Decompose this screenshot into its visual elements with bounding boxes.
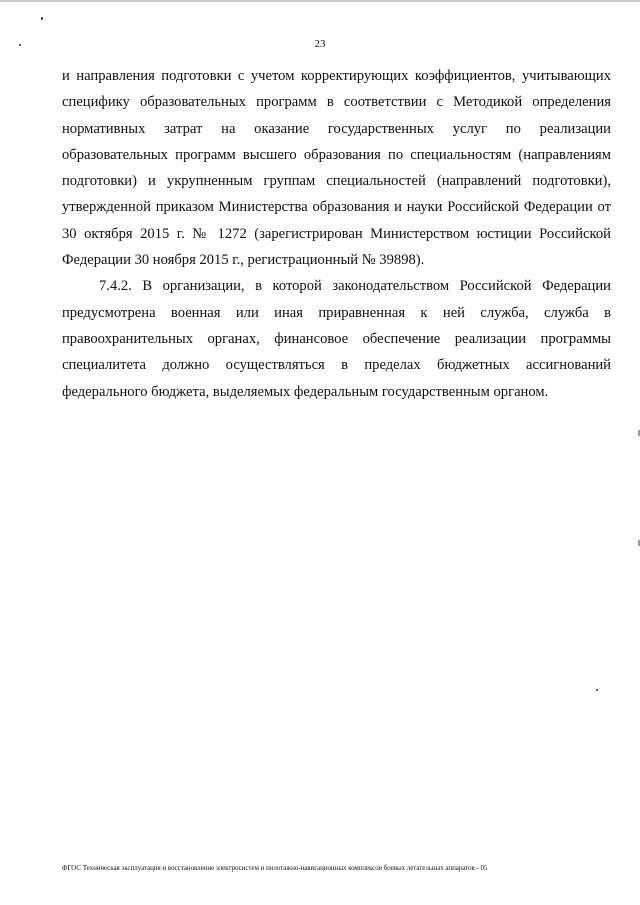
scan-top-edge (0, 0, 640, 2)
scan-speck (41, 17, 43, 20)
scan-speck (596, 689, 598, 691)
document-body (62, 63, 611, 405)
page-number: 23 (314, 38, 326, 50)
paragraph-7-4-2: 7.4.2. В организации, в которой законодательством Российской Федерации предусмотрена военная или иная приравненная к ней служба, служба в правоохранительных органах, финансовое обеспечение реализации программы специалитета должно осуществляться в пределах бюджетных ассигнований федерального бюджета, выделяемых федеральным государственным органом. (62, 278, 611, 400)
scan-speck (19, 44, 21, 46)
page-footer: ФГОС Техническая эксплуатация и восстановление электросистем и пилотажно-навигационных комплексов боевых летательных аппаратов - 05 (62, 864, 488, 872)
paragraph-continuation: и направления подготовки с учетом корректирующих коэффициентов, учитывающих специфику образовательных программ в соответствии с Методикой определения нормативных затрат на оказание государственных услуг по реализации образовательных программ высшего образования по специальностям (направлениям подготовки) и укрупненным группам специальностей (направлений подготовки), утвержденной приказом Министерства образования и науки Российской Федерации от 30 октября 2015 г. № 1272 (зарегистрирован Министерством юстиции Российской Федерации 30 ноября 2015 г., регистрационный № 39898). (62, 68, 611, 269)
